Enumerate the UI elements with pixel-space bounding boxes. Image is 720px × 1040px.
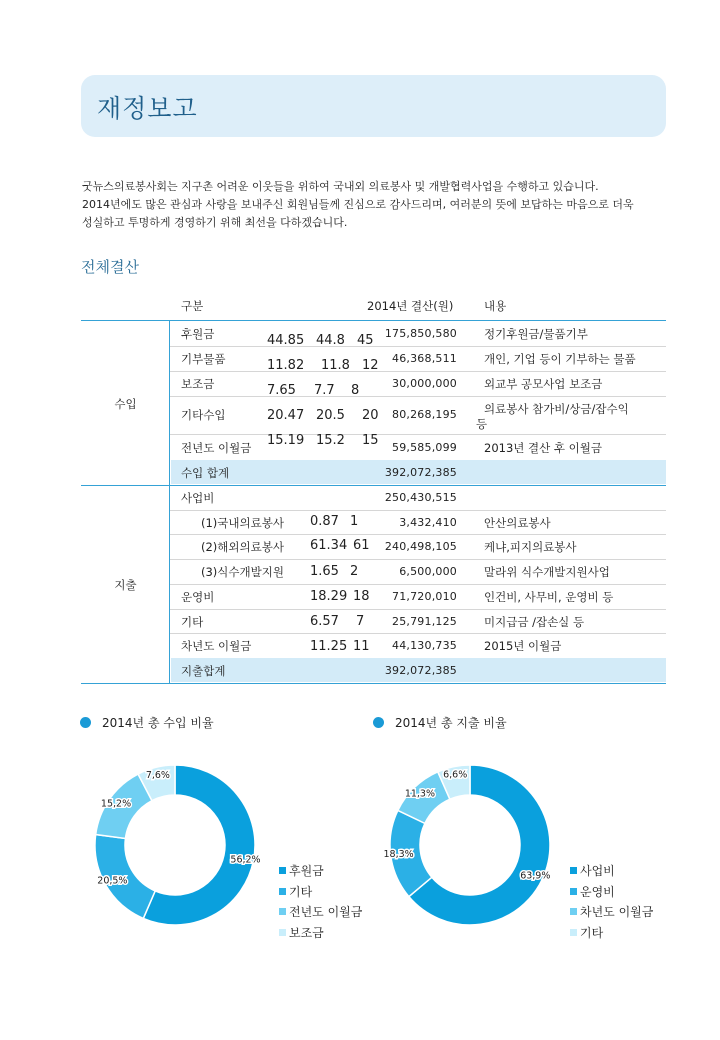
row-figure: 11.82: [267, 358, 305, 373]
row-item: 차년도 이월금: [181, 639, 252, 653]
table-top-rule: [81, 320, 666, 321]
row-amount: 6,500,000: [399, 565, 457, 578]
row-figure: 15.2: [316, 433, 345, 448]
row-content: 개인, 기업 등이 기부하는 물품: [484, 352, 636, 366]
legend-label: 운영비: [580, 884, 615, 899]
row-figure: 1: [350, 514, 359, 529]
legend-item: [279, 882, 362, 903]
row-amount: 44,130,735: [392, 639, 457, 652]
row-content: 안산의료봉사: [484, 516, 551, 530]
row-amount: 175,850,580: [384, 327, 457, 340]
row-divider: [170, 633, 666, 634]
legend-item: [279, 902, 362, 923]
donut-data-label: 6,6%: [443, 769, 468, 781]
row-amount: 25,791,125: [392, 615, 457, 628]
row-figure: 1.65: [310, 564, 339, 579]
legend-item: [570, 882, 653, 903]
income-donut-chart: [85, 755, 265, 935]
legend-label: 기타: [580, 925, 604, 940]
intro-line: 2014년에도 많은 관심과 사랑을 보내주신 회원님들께 진심으로 감사드리며, 여러분의 뜻에 보답하는 마음으로 더욱: [82, 198, 634, 211]
row-figure: 20.47: [267, 408, 305, 423]
row-figure: 20.5: [316, 408, 345, 423]
row-item: (1)국내의료봉사: [201, 516, 284, 530]
row-divider: [170, 346, 666, 347]
row-figure: 7.65: [267, 383, 296, 398]
expense-legend: [570, 861, 653, 943]
row-content: 외교부 공모사업 보조금: [484, 377, 603, 391]
expense-chart-title-text: 2014년 총 지출 비율: [395, 716, 507, 730]
bullet-dot-icon: [373, 717, 384, 728]
legend-label: 기타: [289, 884, 313, 899]
legend-label: 전년도 이월금: [289, 905, 363, 919]
row-figure: 44.8: [316, 333, 345, 348]
row-amount: 71,720,010: [392, 590, 457, 603]
row-amount: 59,585,099: [392, 441, 457, 454]
legend-item: [570, 923, 653, 944]
row-content: 의료봉사 참가비/상금/잡수익: [484, 402, 629, 416]
donut-data-label: 56,2%: [230, 854, 261, 866]
income-total-amount: 392,072,385: [384, 466, 457, 479]
legend-label: 사업비: [580, 864, 615, 878]
row-figure: 61: [353, 538, 370, 553]
income-chart-title-text: 2014년 총 수입 비율: [102, 716, 214, 730]
row-figure: 61.34: [310, 538, 348, 553]
row-divider: [170, 609, 666, 610]
row-item: 보조금: [181, 377, 215, 391]
legend-swatch: [279, 888, 286, 895]
legend-swatch: [279, 867, 286, 874]
expense-donut-chart: [380, 755, 560, 935]
row-divider: [170, 534, 666, 535]
row-divider: [170, 396, 666, 397]
row-amount: 46,368,511: [392, 352, 457, 365]
header-content: 내용: [484, 299, 507, 313]
page-title: 재정보고: [97, 94, 198, 123]
row-content: 미지급금 /잡손실 등: [484, 615, 585, 629]
legend-swatch: [570, 929, 577, 936]
row-content-wrap: 등: [476, 417, 488, 431]
donut-data-label: 18,3%: [383, 849, 414, 861]
legend-swatch: [279, 929, 286, 936]
legend-label: 보조금: [289, 925, 324, 940]
expense-chart-title: [373, 714, 507, 731]
row-amount: 240,498,105: [384, 540, 457, 553]
row-figure: 11.25: [310, 639, 348, 654]
row-figure: 6.57: [310, 614, 339, 629]
row-divider: [170, 584, 666, 585]
table-bottom-rule: [81, 683, 666, 684]
title-box: [81, 75, 666, 137]
table-mid-rule: [81, 485, 666, 486]
row-item: (2)해외의료봉사: [201, 540, 284, 554]
row-content: 2013년 결산 후 이월금: [484, 441, 602, 455]
intro-paragraph: [82, 178, 672, 232]
row-item: 기타수입: [181, 408, 226, 422]
donut-data-label: 7,6%: [145, 770, 170, 782]
row-item: 운영비: [181, 590, 215, 604]
row-figure: 18: [353, 589, 370, 604]
row-item: 기타: [181, 615, 204, 629]
row-figure: 44.85: [267, 333, 305, 348]
row-figure: 7.7: [314, 383, 335, 398]
row-item: 전년도 이월금: [181, 441, 252, 455]
legend-item: [279, 861, 362, 882]
legend-item: [279, 923, 362, 944]
row-content: 2015년 이월금: [484, 639, 562, 653]
row-figure: 0.87: [310, 514, 339, 529]
row-content: 말라위 식수개발지원사업: [484, 565, 610, 579]
donut-data-label: 63,9%: [520, 870, 551, 882]
donut-data-label: 15,2%: [100, 798, 132, 810]
row-figure: 15: [362, 433, 379, 448]
legend-item: [570, 902, 653, 923]
row-item: 사업비: [181, 491, 215, 505]
expense-total-amount: 392,072,385: [384, 664, 457, 677]
row-item: 기부물품: [181, 352, 226, 366]
legend-label: 후원금: [289, 864, 324, 878]
legend-item: [570, 861, 653, 882]
legend-swatch: [570, 888, 577, 895]
header-amount: 2014년 결산(원): [367, 299, 454, 313]
intro-line: 성실하고 투명하게 경영하기 위해 최선을 다하겠습니다.: [82, 216, 348, 229]
row-divider: [170, 434, 666, 435]
donut-data-label: 11,3%: [404, 788, 436, 800]
row-content: 케냐,피지의료봉사: [484, 540, 577, 554]
donut-data-label: 20,5%: [97, 875, 128, 887]
row-figure: 11.8: [321, 358, 350, 373]
row-figure: 15.19: [267, 433, 305, 448]
intro-line: 굿뉴스의료봉사회는 지구촌 어려운 이웃들을 위하여 국내외 의료봉사 및 개발협력사업을 수행하고 있습니다.: [82, 180, 599, 193]
row-amount: 30,000,000: [392, 377, 457, 390]
legend-swatch: [570, 908, 577, 915]
legend-swatch: [279, 908, 286, 915]
expense-label: 지출: [114, 578, 137, 592]
income-chart-title: [80, 714, 214, 731]
legend-swatch: [570, 867, 577, 874]
row-item: (3)식수개발지원: [201, 565, 284, 579]
row-amount: 80,268,195: [392, 408, 457, 421]
row-figure: 2: [350, 564, 359, 579]
header-category: 구분: [181, 299, 204, 313]
row-content: 정기후원금/물품기부: [484, 327, 588, 341]
expense-total-label: 지출합계: [181, 664, 226, 678]
row-figure: 12: [362, 358, 379, 373]
row-content: 인건비, 사무비, 운영비 등: [484, 590, 614, 604]
row-divider: [170, 510, 666, 511]
legend-label: 차년도 이월금: [580, 905, 654, 919]
row-figure: 20: [362, 408, 379, 423]
bullet-dot-icon: [80, 717, 91, 728]
section-title: 전체결산: [81, 258, 139, 276]
row-amount: 250,430,515: [384, 491, 457, 504]
row-amount: 3,432,410: [399, 516, 457, 529]
row-figure: 8: [351, 383, 360, 398]
income-total-label: 수입 합계: [181, 466, 230, 480]
row-figure: 7: [356, 614, 365, 629]
row-figure: 11: [353, 639, 370, 654]
income-legend: [279, 861, 362, 943]
row-divider: [170, 371, 666, 372]
row-figure: 18.29: [310, 589, 348, 604]
income-label: 수입: [114, 397, 137, 411]
row-figure: 45: [357, 333, 374, 348]
row-item: 후원금: [181, 327, 215, 341]
row-divider: [170, 559, 666, 560]
